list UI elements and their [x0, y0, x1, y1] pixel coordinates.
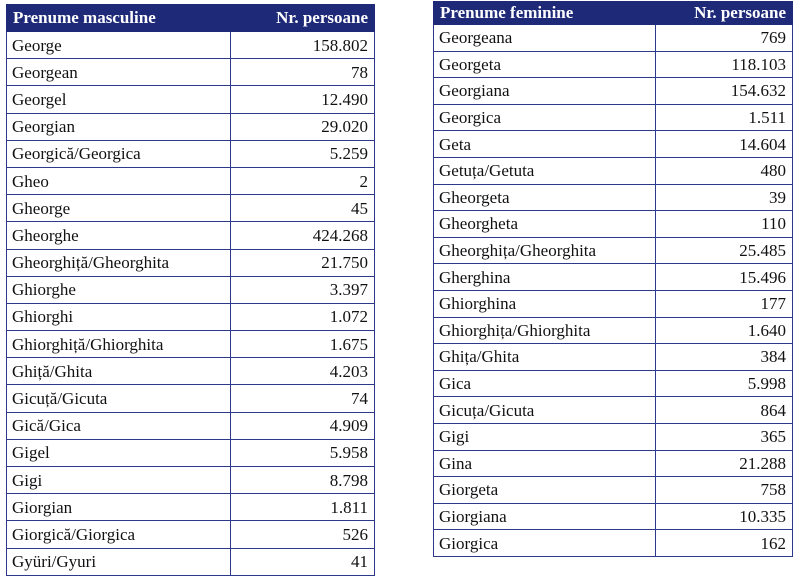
count-cell: 74 [231, 385, 375, 412]
count-cell: 118.103 [656, 51, 793, 78]
table-row [7, 222, 375, 249]
table-row [7, 32, 375, 59]
name-cell: Georgica [434, 104, 656, 131]
count-cell: 365 [656, 423, 793, 450]
table-row [7, 467, 375, 494]
name-cell: Gicuță/Gicuta [7, 385, 231, 412]
male-name-column-header: Prenume masculine [7, 5, 231, 32]
count-cell: 78 [231, 59, 375, 86]
table-row [7, 59, 375, 86]
name-cell: Giorgică/Giorgica [7, 521, 231, 548]
table-row [434, 503, 793, 530]
count-cell: 12.490 [231, 86, 375, 113]
table-row [7, 358, 375, 385]
count-cell: 480 [656, 157, 793, 184]
count-cell: 3.397 [231, 276, 375, 303]
table-row [434, 131, 793, 158]
count-cell: 769 [656, 25, 793, 52]
name-cell: George [7, 32, 231, 59]
count-cell: 424.268 [231, 222, 375, 249]
name-cell: Georgeta [434, 51, 656, 78]
name-cell: Gigi [434, 423, 656, 450]
count-cell: 5.958 [231, 439, 375, 466]
count-cell: 29.020 [231, 113, 375, 140]
female-names-table [433, 1, 793, 557]
table-row [434, 423, 793, 450]
count-cell: 4.909 [231, 412, 375, 439]
name-cell: Georgean [7, 59, 231, 86]
name-cell: Getuța/Getuta [434, 157, 656, 184]
table-row [7, 249, 375, 276]
name-cell: Ghița/Ghita [434, 344, 656, 371]
name-cell: Gheorghiță/Gheorghita [7, 249, 231, 276]
count-cell: 1.072 [231, 303, 375, 330]
name-cell: Gheo [7, 167, 231, 194]
table-row [7, 195, 375, 222]
table-row [434, 237, 793, 264]
table-row [434, 317, 793, 344]
name-cell: Gicuța/Gicuta [434, 397, 656, 424]
count-cell: 526 [231, 521, 375, 548]
name-cell: Ghiorghița/Ghiorghita [434, 317, 656, 344]
name-cell: Gina [434, 450, 656, 477]
count-cell: 162 [656, 530, 793, 557]
count-cell: 758 [656, 477, 793, 504]
name-cell: Geta [434, 131, 656, 158]
table-row [7, 521, 375, 548]
name-cell: Ghiorghiță/Ghiorghita [7, 331, 231, 358]
count-cell: 1.675 [231, 331, 375, 358]
name-cell: Ghiorghe [7, 276, 231, 303]
table-row [434, 25, 793, 52]
name-cell: Gigi [7, 467, 231, 494]
name-cell: Georgică/Georgica [7, 140, 231, 167]
male-table-body [7, 32, 375, 576]
table-row [7, 167, 375, 194]
count-cell: 5.259 [231, 140, 375, 167]
count-cell: 154.632 [656, 78, 793, 105]
name-cell: Giorgian [7, 494, 231, 521]
count-cell: 1.640 [656, 317, 793, 344]
table-row [434, 184, 793, 211]
female-name-column-header: Prenume feminine [434, 2, 656, 25]
name-cell: Gică/Gica [7, 412, 231, 439]
table-row [7, 331, 375, 358]
table-header-row [7, 5, 375, 32]
name-cell: Gheorge [7, 195, 231, 222]
count-cell: 14.604 [656, 131, 793, 158]
female-table-body [434, 25, 793, 557]
name-cell: Ghiorghi [7, 303, 231, 330]
name-cell: Georgian [7, 113, 231, 140]
name-cell: Gigel [7, 439, 231, 466]
name-cell: Giorgiana [434, 503, 656, 530]
name-cell: Gyüri/Gyuri [7, 548, 231, 575]
table-row [434, 530, 793, 557]
table-row [434, 477, 793, 504]
count-cell: 1.811 [231, 494, 375, 521]
table-row [7, 113, 375, 140]
female-count-column-header: Nr. persoane [656, 2, 793, 25]
table-row [434, 264, 793, 291]
table-row [7, 412, 375, 439]
name-cell: Gheorgheta [434, 211, 656, 238]
table-row [434, 78, 793, 105]
table-row [7, 140, 375, 167]
count-cell: 10.335 [656, 503, 793, 530]
count-cell: 864 [656, 397, 793, 424]
table-row [7, 494, 375, 521]
male-count-column-header: Nr. persoane [231, 5, 375, 32]
count-cell: 39 [656, 184, 793, 211]
table-row [7, 548, 375, 575]
name-cell: Ghiță/Ghita [7, 358, 231, 385]
name-cell: Gheorgeta [434, 184, 656, 211]
table-row [434, 211, 793, 238]
count-cell: 5.998 [656, 370, 793, 397]
count-cell: 8.798 [231, 467, 375, 494]
name-cell: Georgiana [434, 78, 656, 105]
table-row [434, 370, 793, 397]
name-cell: Gica [434, 370, 656, 397]
count-cell: 1.511 [656, 104, 793, 131]
count-cell: 15.496 [656, 264, 793, 291]
count-cell: 21.750 [231, 249, 375, 276]
count-cell: 4.203 [231, 358, 375, 385]
name-cell: Georgeana [434, 25, 656, 52]
table-row [434, 344, 793, 371]
name-cell: Gheorghe [7, 222, 231, 249]
table-row [434, 397, 793, 424]
count-cell: 45 [231, 195, 375, 222]
table-row [7, 303, 375, 330]
table-row [434, 104, 793, 131]
table-header-row [434, 2, 793, 25]
table-row [434, 157, 793, 184]
count-cell: 158.802 [231, 32, 375, 59]
name-cell: Giorgica [434, 530, 656, 557]
table-row [7, 439, 375, 466]
name-cell: Gheorghița/Gheorghita [434, 237, 656, 264]
name-cell: Gherghina [434, 264, 656, 291]
table-row [7, 385, 375, 412]
table-row [434, 290, 793, 317]
name-cell: Giorgeta [434, 477, 656, 504]
name-cell: Ghiorghina [434, 290, 656, 317]
table-row [434, 450, 793, 477]
table-row [7, 276, 375, 303]
male-names-table [6, 4, 375, 576]
name-cell: Georgel [7, 86, 231, 113]
count-cell: 177 [656, 290, 793, 317]
table-row [434, 51, 793, 78]
count-cell: 25.485 [656, 237, 793, 264]
count-cell: 2 [231, 167, 375, 194]
count-cell: 21.288 [656, 450, 793, 477]
count-cell: 384 [656, 344, 793, 371]
count-cell: 110 [656, 211, 793, 238]
count-cell: 41 [231, 548, 375, 575]
table-row [7, 86, 375, 113]
